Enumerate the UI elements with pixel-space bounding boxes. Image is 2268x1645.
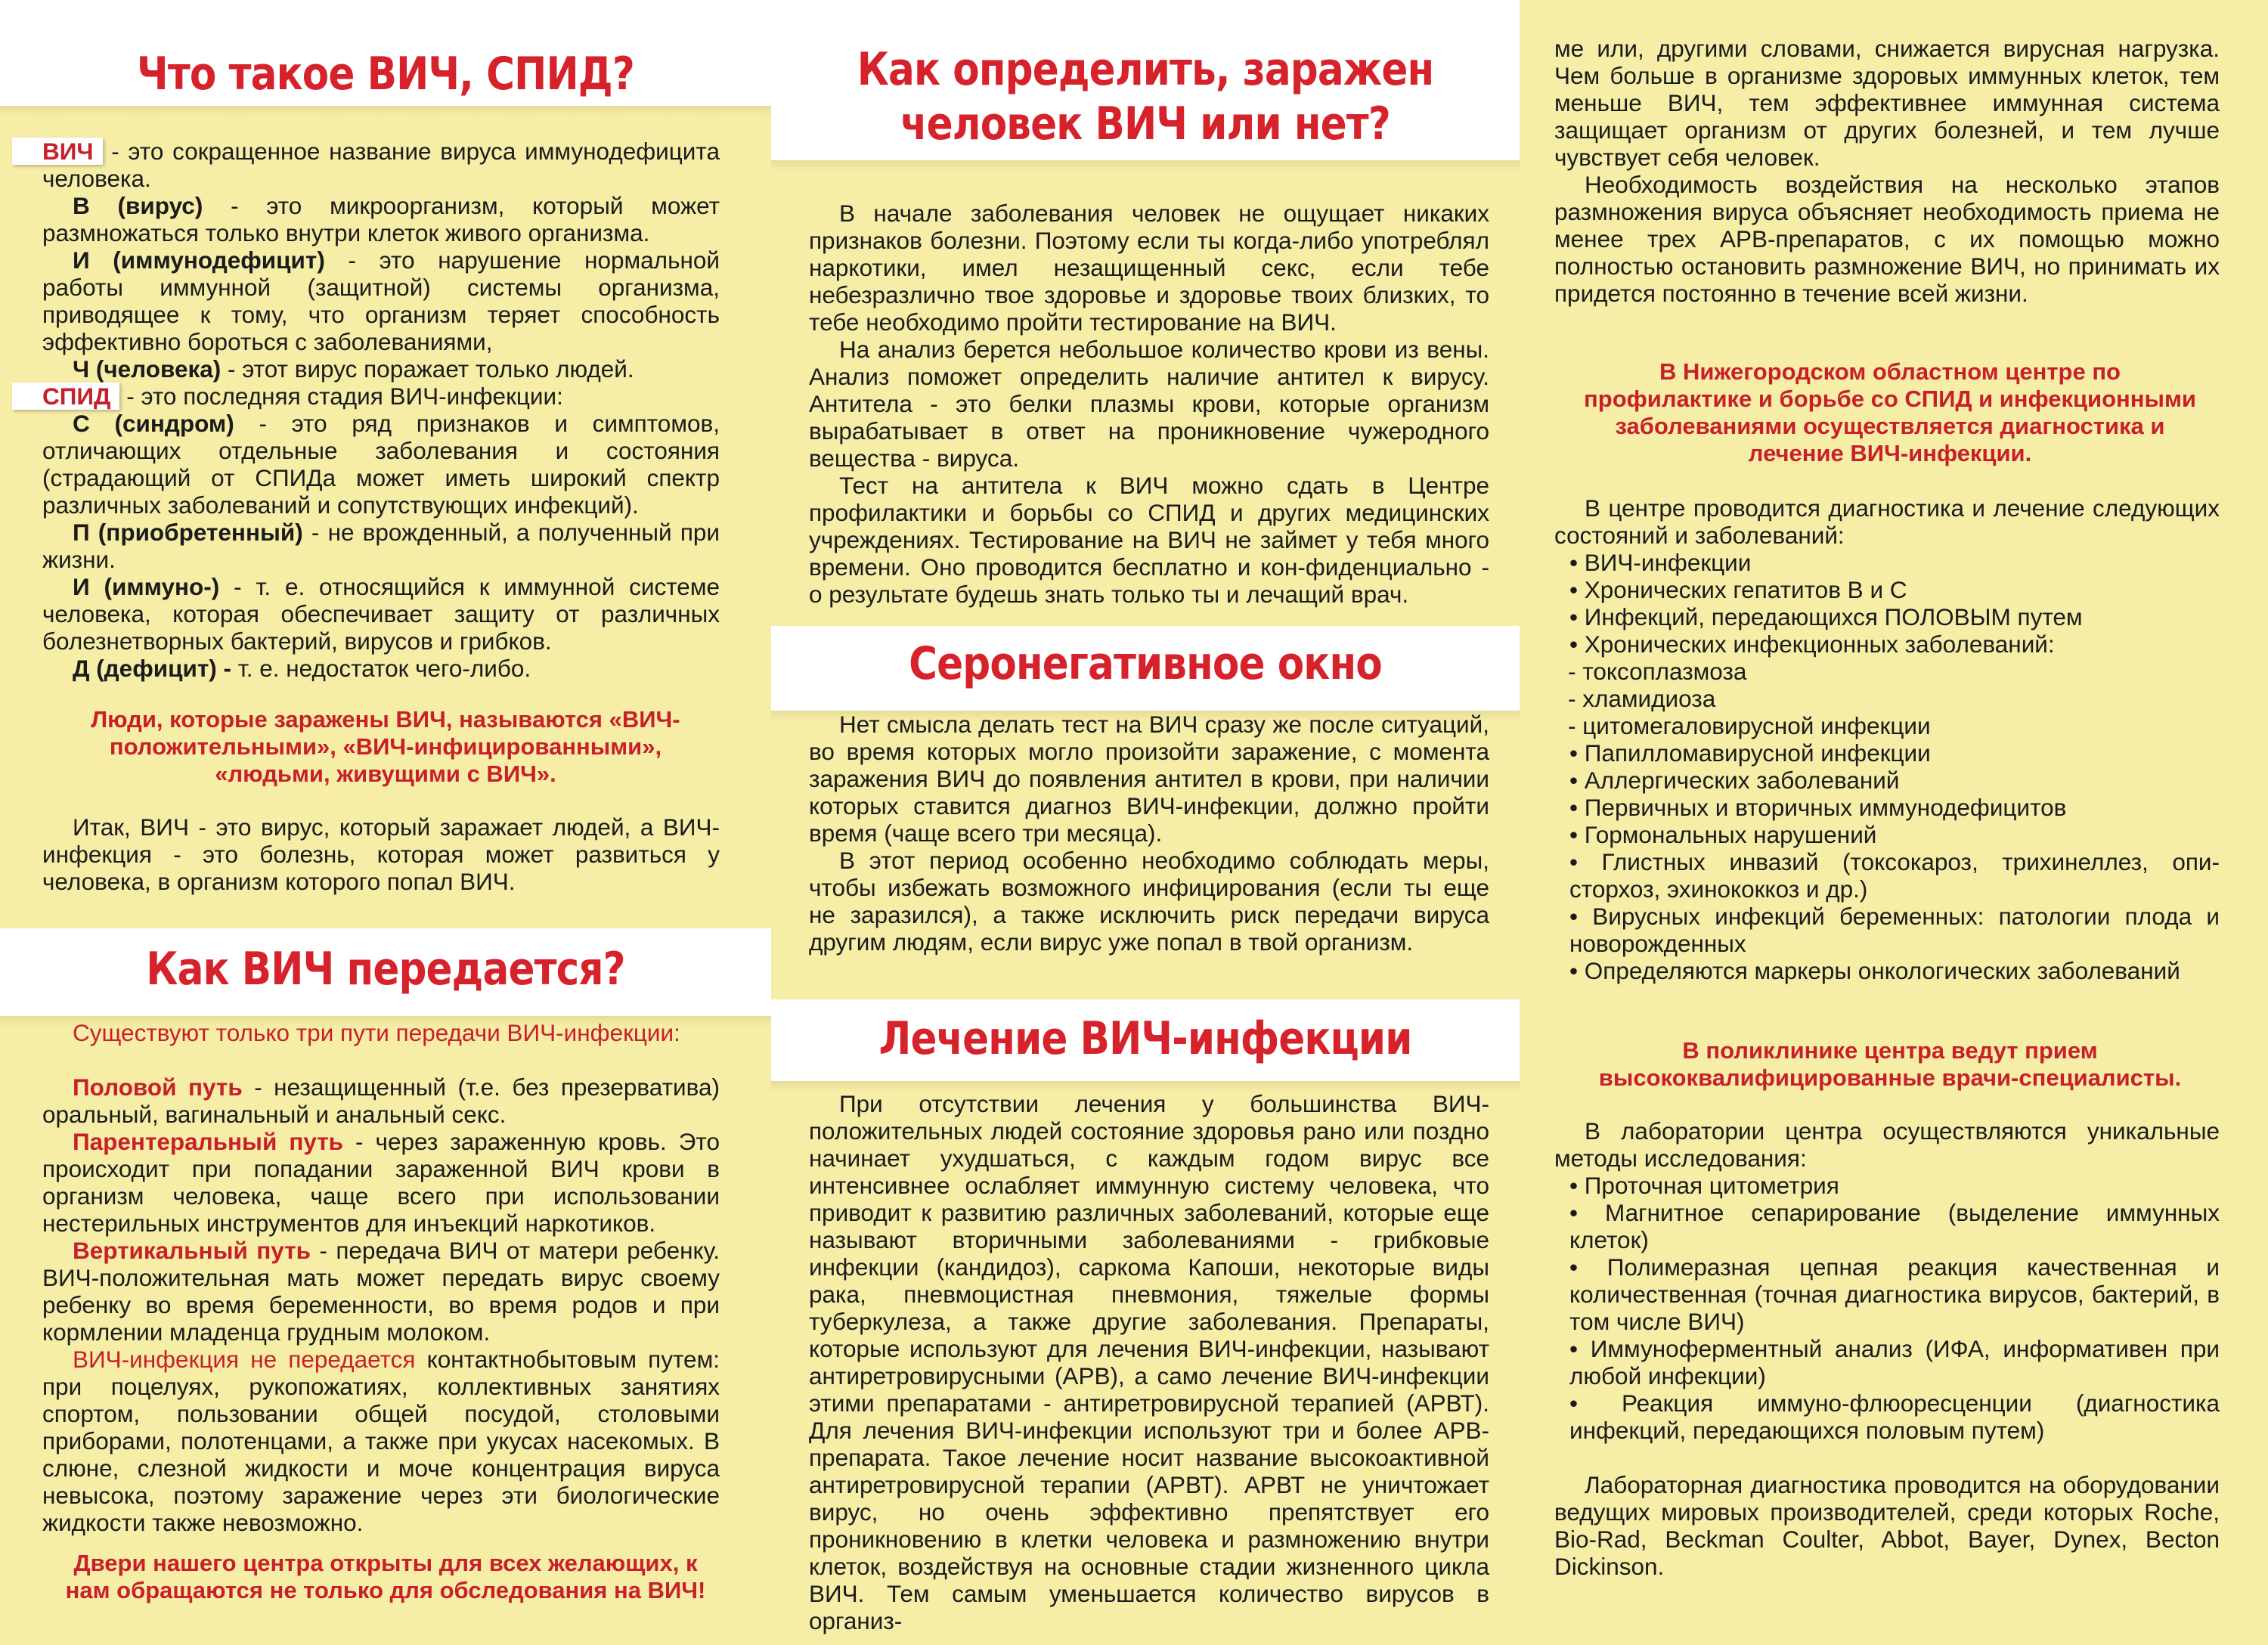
- diagnostics-item: • ВИЧ-инфекции: [1569, 549, 1752, 576]
- diagnostics-item: • Папилломавирусной инфекции: [1569, 739, 1931, 767]
- term-vertical: Вертикальный путь: [73, 1237, 311, 1264]
- doors-note: Двери нашего центра открыты для всех желающих, к нам обращаются не только для обследования на ВИЧ!: [65, 1550, 706, 1603]
- diagnostics-item: • Вирусных инфекций беременных: патологии плода и новорожденных: [1569, 903, 2220, 957]
- testing-para-3: Тест на антитела к ВИЧ можно сдать в Центре профилактики и борьбы со СПИД и других медицинских учреждениях. Тестирование на ВИЧ не займет у тебя много времени. Оно проводится бесплатно и кон-фиденциально - о результате будешь знать только ты и лечащий врач.: [809, 472, 1489, 608]
- laboratory-item: • Полимеразная цепная реакция качественная и количественная (точная диагностика вирусов, бактерий, в том числе ВИЧ): [1569, 1253, 2220, 1335]
- column-middle: [771, 0, 1520, 1645]
- testing-para-1: В начале заболевания человек не ощущает никаких признаков болезни. Поэтому если ты когда-либо употреблял наркотики, имел незащищенный секс, если тебе небезразлично твое здоровье и здоровье твоих близких, то тебе необходимо пройти тестирование на ВИЧ.: [809, 200, 1489, 336]
- hiv-definition: - это сокращенное название вируса иммунодефицита человека.: [42, 138, 720, 192]
- testing-para-2: На анализ берется небольшое количество крови из вены. Анализ поможет определить наличие антител к вирусу. Антитела - это белки плазмы крови, которые организм вырабатывает в ответ на проникновение чужеродного вещества - вируса.: [809, 336, 1489, 472]
- laboratory-item: • Проточная цитометрия: [1569, 1172, 1839, 1199]
- diagnostics-item: • Определяются маркеры онкологических заболеваний: [1569, 957, 2180, 984]
- diagnostics-item: - хламидиоза: [1568, 685, 1716, 712]
- diagnostics-item: • Глистных инвазий (токсокароз, трихинеллез, опи-сторхоз, эхинококкоз и др.): [1569, 848, 2220, 903]
- laboratory-item: • Реакция иммуно-флюоресценции (диагностика инфекций, передающихся половым путем): [1569, 1389, 2220, 1444]
- laboratory-item: • Иммуноферментный анализ (ИФА, информативен при любой инфекции): [1569, 1335, 2220, 1389]
- people-note: Люди, которые заражены ВИЧ, называются «ВИЧ-положительными», «ВИЧ-инфицированными», «людьми, живущими с ВИЧ».: [91, 706, 680, 787]
- summary-text: Итак, ВИЧ - это вирус, который заражает людей, а ВИЧ-инфекция - это болезнь, которая может развиться у человека, в организм которого попал ВИЧ.: [42, 813, 720, 895]
- term-v: В (вирус): [73, 192, 203, 219]
- term-i: И (иммунодефицит): [73, 246, 325, 274]
- diagnostics-item: - цитомегаловирусной инфекции: [1568, 712, 1931, 739]
- def-v: - это микроорганизм, который может размножаться только внутри клеток живого организма.: [42, 192, 720, 246]
- clinic-note: В поликлинике центра ведут прием высококвалифицированные врачи-специалисты.: [1598, 1037, 2182, 1091]
- diagnostics-item: • Инфекций, передающихся ПОЛОВЫМ путем: [1569, 603, 2083, 630]
- diagnostics-item: • Хронических инфекционных заболеваний:: [1569, 630, 2055, 658]
- def-i: - это нарушение нормальной работы иммунной (защитной) системы организма, приводящее к тому, что организм теряет способность эффективно бороться с заболеваниями,: [42, 246, 720, 355]
- diagnostics-intro: В центре проводится диагностика и лечение следующих состояний и заболеваний:: [1554, 494, 2220, 549]
- title-transmission: Как ВИЧ передается?: [146, 943, 625, 996]
- term-parenteral: Парентеральный путь: [73, 1128, 344, 1155]
- summary-block: [42, 813, 720, 895]
- treatment-para: При отсутствии лечения у большинства ВИЧ-положительных людей состояние здоровья рано или поздно начинает ухудшаться, с каждым годом вирус все интенсивнее ослабляет иммунную систему человека, что приводит к развитию различных заболеваний, которые еще называют вторичными заболеваниями - грибковые инфекции (кандидоз), саркома Капоши, некоторые виды рака, пневмоцистная пневмония, тяжелые формы туберкулеза, а также другие заболевания. Препараты, которые используют для лечения ВИЧ-инфекции, называют антиретровирусными (АРВ), а само лечение ВИЧ-инфекции этими препаратами - антиретровирусной терапией (АРВТ). Для лечения ВИЧ-инфекции используют три и более АРВ-препарата. Такое лечение носит название высокоактивной антиретровирусной терапии (АРВТ). АРВТ не уничтожает вирус, но очень эффективно препятствует его проникновению в клетки человека и размножению внутри клеток, воздействуя на основные стадии жизненного цикла ВИЧ. Тем самым уменьшается количество вирусов в организ-: [809, 1090, 1489, 1634]
- def-vertical: - передача ВИЧ от матери ребенку. ВИЧ-положительная мать может передать вирус своему ребенку во время беременности, во время родов и при кормлении младенца грудным молоком.: [42, 1237, 720, 1346]
- aids-tag: СПИД: [12, 383, 119, 410]
- routes-intro: Существуют только три пути передачи ВИЧ-инфекции:: [73, 1019, 680, 1046]
- window-block: [809, 711, 1489, 956]
- title-how-to-determine: Как определить, заражен человек ВИЧ или нет?: [857, 43, 1434, 150]
- definitions-block: [42, 138, 720, 682]
- treatment-continued-block: [1554, 35, 2220, 307]
- title-seronegative-window: Серонегативное окно: [909, 637, 1382, 690]
- hiv-tag: ВИЧ: [12, 138, 103, 165]
- title-what-is-hiv: Что такое ВИЧ, СПИД?: [137, 48, 634, 101]
- title-treatment: Лечение ВИЧ-инфекции: [878, 1012, 1412, 1065]
- term-p: П (приобретенный): [73, 519, 303, 546]
- column-right: [1520, 0, 2268, 1645]
- def-im: - т. е. относящийся к иммунной системе человека, которая обеспечивает защиту от различных болезнетворных бактерий, вирусов и грибков.: [42, 573, 720, 655]
- diagnostics-item: • Хронических гепатитов В и С: [1569, 576, 1907, 603]
- term-s: С (синдром): [73, 410, 234, 437]
- treatment-block: [809, 1090, 1489, 1634]
- term-ch: Ч (человека): [73, 355, 222, 383]
- term-d: Д (дефицит) -: [73, 655, 232, 682]
- treatment-continued-para-2: Необходимость воздействия на несколько этапов размножения вируса объясняет необходимость приема не менее трех АРВ-препаратов, с их помощью можно полностью остановить размножение ВИЧ, но принимать их придется постоянно в течение всей жизни.: [1554, 171, 2220, 307]
- diagnostics-item: • Аллергических заболеваний: [1569, 767, 1900, 794]
- diagnostics-item: • Первичных и вторичных иммунодефицитов: [1569, 794, 2067, 821]
- laboratory-intro: В лаборатории центра осуществляются уникальные методы исследования:: [1554, 1117, 2220, 1172]
- center-note: В Нижегородском областном центре по профилактике и борьбе со СПИД и инфекционными заболеваниями осуществляется диагностика и лечение ВИЧ-инфекции.: [1584, 358, 2196, 466]
- term-not-transmitted: ВИЧ-инфекция не передается: [73, 1346, 416, 1373]
- transmission-block: [42, 1019, 720, 1536]
- diagnostics-list: [1554, 549, 2220, 984]
- column-left: [0, 0, 771, 1645]
- laboratory-equipment: Лабораторная диагностика проводится на оборудовании ведущих мировых производителей, среди которых Roche, Bio-Rad, Beckman Coulter, Abbot, Bayer, Dynex, Becton Dickinson.: [1554, 1471, 2220, 1580]
- def-d: т. е. недостаток чего-либо.: [231, 655, 531, 682]
- testing-block: [809, 200, 1489, 608]
- def-s: - это ряд признаков и симптомов, отличающих отдельные заболевания и состояния (страдающий от СПИДа может иметь широкий спектр различных заболеваний и сопутствующих инфекций).: [42, 410, 720, 519]
- window-para-2: В этот период особенно необходимо соблюдать меры, чтобы избежать возможного инфицирования (если ты еще не заразился), а также исключить риск передачи вируса другим людям, если вирус уже попал в твой организм.: [809, 847, 1489, 956]
- laboratory-item: • Магнитное сепарирование (выделение иммунных клеток): [1569, 1199, 2220, 1253]
- laboratory-list: [1554, 1172, 2220, 1444]
- def-not-transmitted: контактнобытовым путем: при поцелуях, рукопожатиях, коллективных занятиях спортом, пользовании общей посудой, столовыми приборами, полотенцами, а также при укусах насекомых. В слюне, слезной жидкости и моче концентрация вируса невысока, поэтому заражение через эти биологические жидкости также невозможно.: [42, 1346, 720, 1536]
- window-para-1: Нет смысла делать тест на ВИЧ сразу же после ситуаций, во время которых могло произойти заражение, с момента заражения ВИЧ до появления антител в крови, при наличии которых ставится диагноз ВИЧ-инфекции, должно пройти время (чаще всего три месяца).: [809, 711, 1489, 847]
- treatment-continued-para-1: ме или, другими словами, снижается вирусная нагрузка. Чем больше в организме здоровых иммунных клеток, тем меньше ВИЧ, тем эффективнее иммунная система защищает организм от других болезней, и тем лучше чувствует себя человек.: [1554, 35, 2220, 171]
- aids-definition: - это последняя стадия ВИЧ-инфекции:: [119, 383, 563, 410]
- diagnostics-item: - токсоплазмоза: [1568, 658, 1747, 685]
- diagnostics-item: • Гормональных нарушений: [1569, 821, 1877, 848]
- term-sexual: Половой путь: [73, 1073, 243, 1101]
- term-im: И (иммуно-): [73, 573, 220, 600]
- laboratory-block: [1554, 1117, 2220, 1580]
- diagnostics-block: [1554, 494, 2220, 984]
- def-parenteral: - через зараженную кровь. Это происходит при попадании зараженной ВИЧ крови в организм человека, чаще всего при использовании нестерильных инструментов для инъекций наркотиков.: [42, 1128, 720, 1237]
- def-p: - не врожденный, а полученный при жизни.: [42, 519, 720, 573]
- def-sexual: - незащищенный (т.е. без презерватива) оральный, вагинальный и анальный секс.: [42, 1073, 720, 1128]
- def-ch: - этот вирус поражает только людей.: [221, 355, 634, 383]
